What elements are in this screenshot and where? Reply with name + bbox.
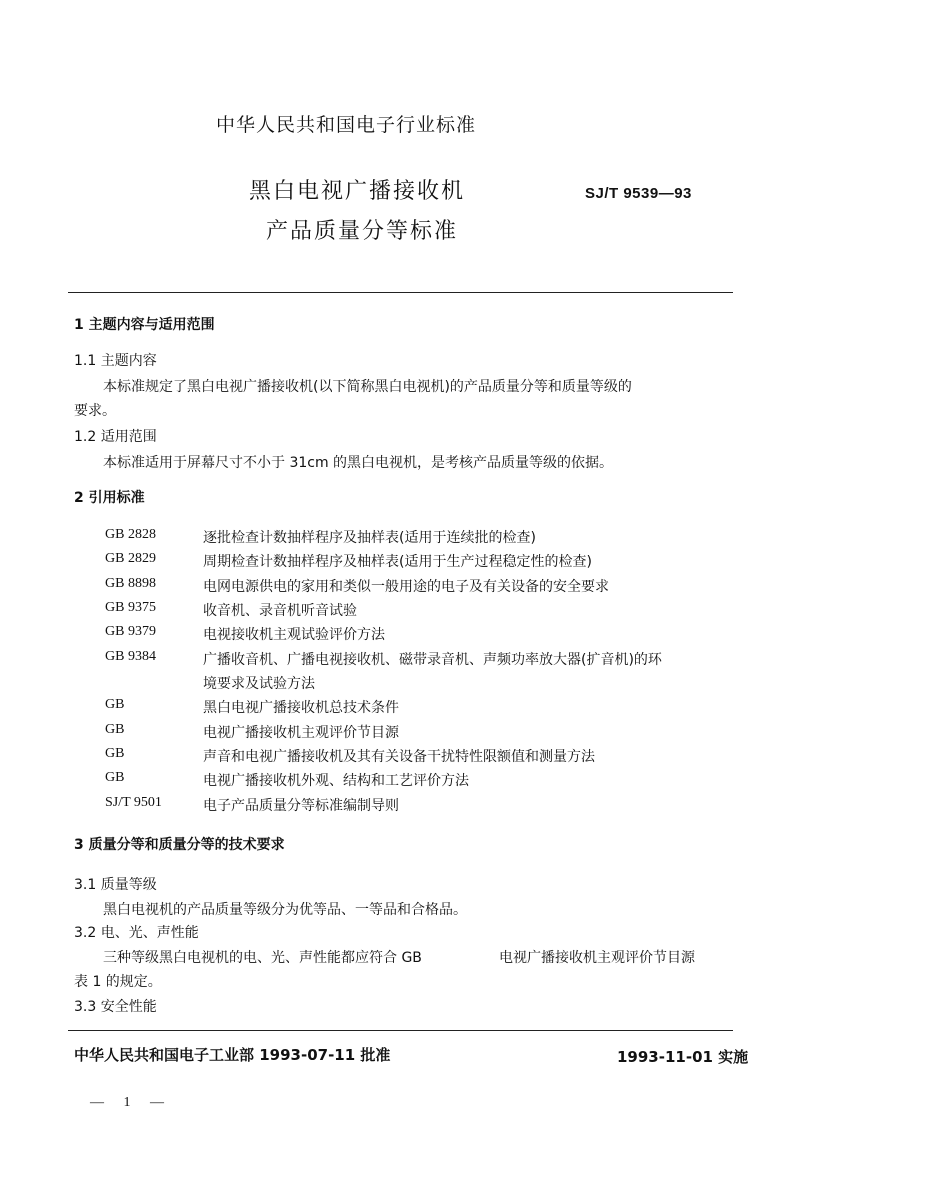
section-1-1-text: 本标准规定了黑白电视广播接收机(以下简称黑白电视机)的产品质量分等和质量等级的 [103,379,632,395]
ref-code: SJ/T 9501 [105,795,162,810]
ref-title: 电视广播接收机外观、结构和工艺评价方法 [203,773,469,789]
ref-title: 电视广播接收机主观评价节目源 [203,725,399,741]
section-1-2-text: 本标准适用于屏幕尺寸不小于 31cm 的黑白电视机，是考核产品质量等级的依据。 [103,455,614,471]
top-rule [68,292,733,293]
ref-code: GB [105,697,125,712]
section-3-2-text: 三种等级黑白电视机的电、光、声性能都应符合 GB [103,950,422,966]
ref-title: 广播收音机、广播电视接收机、磁带录音机、声频功率放大器(扩音机)的环 [203,652,662,668]
bottom-rule [68,1030,733,1031]
ref-code: GB 8898 [105,576,156,591]
ref-code: GB 9379 [105,624,156,639]
standard-code: SJ/T 9539—93 [585,185,692,202]
ref-code: GB [105,770,125,785]
section-3-2-text-cont: 表 1 的规定。 [74,974,162,990]
page-number: — 1 — [90,1095,172,1110]
ref-title: 逐批检查计数抽样程序及抽样表(适用于连续批的检查) [203,530,536,546]
ref-code: GB 2829 [105,551,156,566]
section-3-1-text: 黑白电视机的产品质量等级分为优等品、一等品和合格品。 [103,902,467,918]
ref-title-cont: 境要求及试验方法 [203,676,315,692]
section-3-3-heading: 3.3 安全性能 [74,999,157,1015]
ref-code: GB [105,746,125,761]
ref-code: GB 9375 [105,600,156,615]
ref-title: 电视接收机主观试验评价方法 [203,627,385,643]
section-2-heading: 2 引用标准 [74,490,145,506]
ref-code: GB 9384 [105,649,156,664]
ref-title: 声音和电视广播接收机及其有关设备干扰特性限额值和测量方法 [203,749,595,765]
issuing-body: 中华人民共和国电子行业标准 [216,114,477,136]
section-3-2-ref-title: 电视广播接收机主观评价节目源 [499,950,695,966]
section-1-1-text-cont: 要求。 [74,403,116,419]
effective-date: 1993-11-01 实施 [617,1048,749,1066]
section-3-heading: 3 质量分等和质量分等的技术要求 [74,837,285,853]
ref-title: 黑白电视广播接收机总技术条件 [203,700,399,716]
ref-title: 电子产品质量分等标准编制导则 [203,798,399,814]
approval-line: 中华人民共和国电子工业部 1993-07-11 批准 [74,1046,391,1064]
section-1-2-heading: 1.2 适用范围 [74,429,157,445]
section-3-2-heading: 3.2 电、光、声性能 [74,925,199,941]
ref-title: 收音机、录音机听音试验 [203,603,357,619]
section-1-1-heading: 1.1 主题内容 [74,353,157,369]
doc-title-line1: 黑白电视广播接收机 [249,179,466,204]
doc-title-line2: 产品质量分等标准 [266,219,459,244]
section-1-heading: 1 主题内容与适用范围 [74,317,215,333]
ref-code: GB 2828 [105,527,156,542]
ref-code: GB [105,722,125,737]
section-3-1-heading: 3.1 质量等级 [74,877,157,893]
ref-title: 电网电源供电的家用和类似一般用途的电子及有关设备的安全要求 [203,579,609,595]
ref-title: 周期检查计数抽样程序及柚样表(适用于生产过程稳定性的检查) [203,554,592,570]
